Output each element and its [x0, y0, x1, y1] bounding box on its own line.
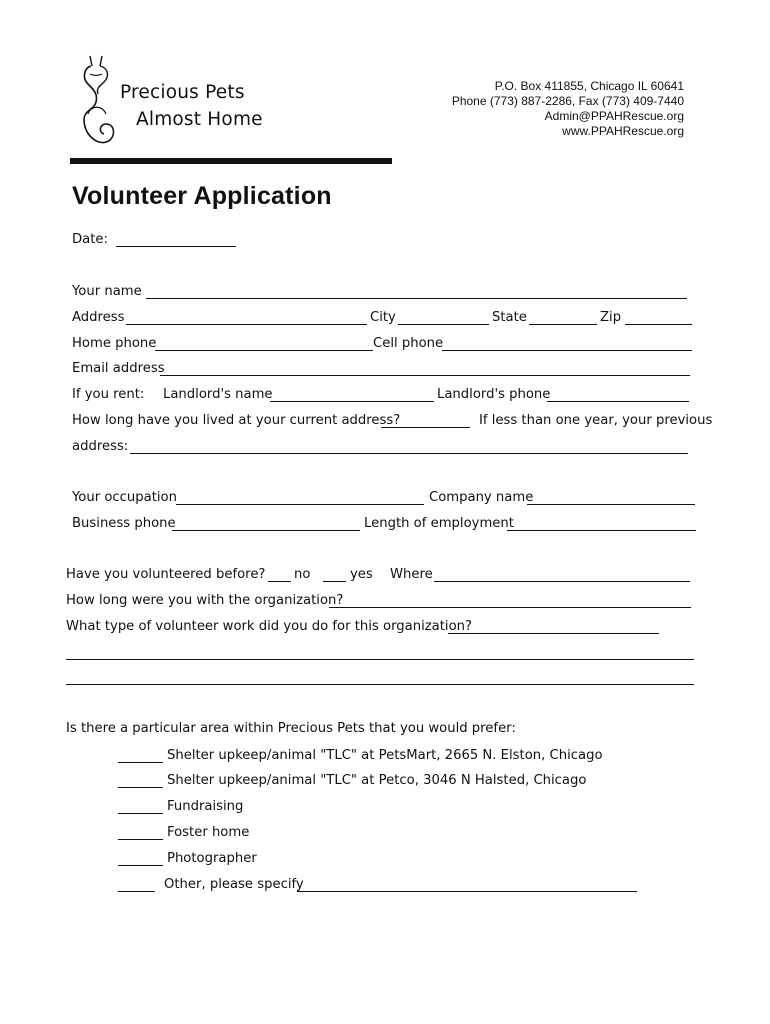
landlord-phone-field[interactable] — [547, 401, 689, 402]
landlord-name-field[interactable] — [270, 401, 434, 402]
date-label: Date: — [72, 232, 108, 247]
area-option-blank[interactable] — [118, 762, 163, 763]
org-address: P.O. Box 411855, Chicago IL 60641 — [494, 79, 684, 93]
brand-name-line2: Almost Home — [136, 109, 263, 130]
area-pref-label: Is there a particular area within Precious Pets that you would prefer: — [66, 721, 516, 736]
prev-address-field[interactable] — [130, 453, 688, 454]
where-label: Where — [390, 567, 433, 582]
employment-length-label: Length of employment — [364, 516, 514, 531]
page-title: Volunteer Application — [72, 182, 332, 210]
employment-length-field[interactable] — [507, 530, 696, 531]
work-type-line-3[interactable] — [66, 684, 694, 685]
if-rent-label: If you rent: — [72, 387, 145, 402]
no-label: no — [294, 567, 311, 582]
org-website: www.PPAHRescue.org — [562, 124, 684, 138]
business-phone-field[interactable] — [172, 530, 360, 531]
home-phone-label: Home phone — [72, 336, 157, 351]
email-field[interactable] — [160, 375, 690, 376]
email-label: Email address — [72, 361, 165, 376]
area-option-blank[interactable] — [118, 813, 163, 814]
city-field[interactable] — [398, 324, 489, 325]
work-type-label: What type of volunteer work did you do for this organization? — [66, 619, 472, 634]
area-option-label: Foster home — [167, 825, 250, 840]
occupation-field[interactable] — [176, 504, 424, 505]
yes-label: yes — [350, 567, 373, 582]
home-phone-field[interactable] — [155, 350, 373, 351]
area-option-blank[interactable] — [118, 891, 155, 892]
cell-phone-field[interactable] — [442, 350, 692, 351]
state-field[interactable] — [529, 324, 597, 325]
occupation-label: Your occupation — [72, 490, 177, 505]
business-phone-label: Business phone — [72, 516, 176, 531]
company-field[interactable] — [527, 504, 695, 505]
cell-phone-label: Cell phone — [373, 336, 444, 351]
other-specify-field[interactable] — [297, 891, 637, 892]
landlord-phone-label: Landlord's phone — [437, 387, 551, 402]
header-divider — [70, 158, 392, 164]
yes-field[interactable] — [323, 581, 346, 582]
area-option-label: Shelter upkeep/animal "TLC" at Petco, 3046 N Halsted, Chicago — [167, 773, 587, 788]
area-option-blank[interactable] — [118, 839, 163, 840]
area-option-label: Other, please specify — [164, 877, 304, 892]
area-option-blank[interactable] — [118, 787, 163, 788]
your-name-label: Your name — [72, 284, 142, 299]
area-option-label: Shelter upkeep/animal "TLC" at PetsMart, 2665 N. Elston, Chicago — [167, 748, 603, 763]
work-type-field[interactable] — [448, 633, 659, 634]
how-long-field[interactable] — [381, 427, 470, 428]
org-phone-fax: Phone (773) 887-2286, Fax (773) 409-7440 — [451, 94, 684, 108]
volunteered-label: Have you volunteered before? — [66, 567, 266, 582]
less-than-year-label: If less than one year, your previous — [479, 413, 713, 428]
area-option-label: Photographer — [167, 851, 257, 866]
address-field[interactable] — [126, 324, 367, 325]
your-name-field[interactable] — [146, 298, 687, 299]
city-label: City — [370, 310, 396, 325]
where-field[interactable] — [434, 581, 690, 582]
date-field[interactable] — [116, 246, 236, 247]
work-type-line-2[interactable] — [66, 659, 694, 660]
how-long-label: How long have you lived at your current address? — [72, 413, 401, 428]
prev-address-label: address: — [72, 439, 129, 454]
brand-name-line1: Precious Pets — [120, 82, 245, 103]
no-field[interactable] — [268, 581, 291, 582]
company-label: Company name — [429, 490, 534, 505]
state-label: State — [492, 310, 527, 325]
org-email: Admin@PPAHRescue.org — [544, 109, 684, 123]
org-duration-label: How long were you with the organization? — [66, 593, 344, 608]
zip-field[interactable] — [625, 324, 692, 325]
address-label: Address — [72, 310, 125, 325]
area-option-label: Fundraising — [167, 799, 244, 814]
cat-logo-icon — [78, 54, 118, 154]
org-duration-field[interactable] — [329, 607, 691, 608]
contact-block — [452, 79, 684, 139]
zip-label: Zip — [600, 310, 622, 325]
area-option-blank[interactable] — [118, 865, 163, 866]
landlord-name-label: Landlord's name — [163, 387, 273, 402]
